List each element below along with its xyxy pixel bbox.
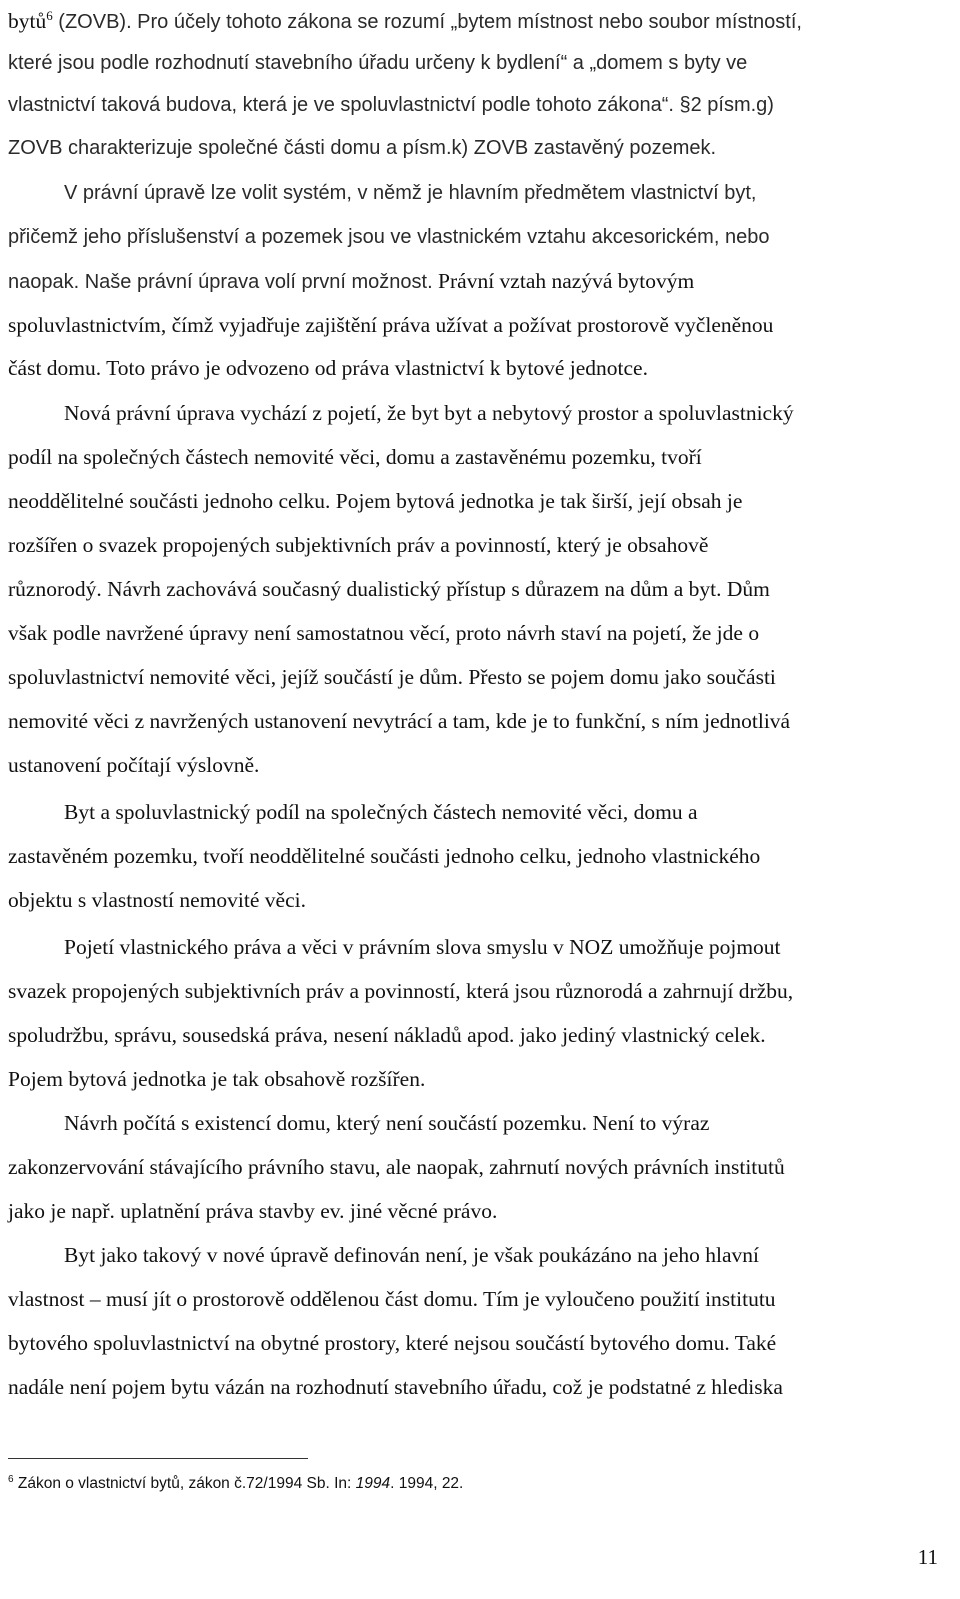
footnote-separator xyxy=(8,1458,308,1459)
page-number: 11 xyxy=(917,1545,938,1569)
footnote-marker[interactable]: 6 xyxy=(46,7,53,23)
text-fragment: (ZOVB). Pro účely tohoto zákona se rozumí „bytem místnost nebo soubor místností, xyxy=(52,11,802,33)
text-line: spoluvlastnictvím, čímž vyjadřuje zajištění práva užívat a požívat prostorově vyčleněnou xyxy=(8,313,774,337)
text-line: nemovité věci z navržených ustanovení nevytrácí a tam, kde je to funkční, s ním jednotlivá xyxy=(8,709,791,733)
text-line: Pojetí vlastnického práva a věci v právním slova smyslu v NOZ umožňuje pojmout xyxy=(64,935,781,959)
text-line: zakonzervování stávajícího právního stavu, ale naopak, zahrnutí nových právních institutů xyxy=(8,1155,785,1179)
text-line: jako je např. uplatnění práva stavby ev. jiné věcné právo. xyxy=(8,1199,498,1223)
text-line: Byt jako takový v nové úpravě definován není, je však poukázáno na jeho hlavní xyxy=(64,1243,759,1267)
text-line xyxy=(8,266,694,297)
text-line: vlastnost – musí jít o prostorově oddělenou část domu. Tím je vyloučeno použití institutu xyxy=(8,1287,776,1311)
text-line: část domu. Toto právo je odvozeno od práva vlastnictví k bytové jednotce. xyxy=(8,356,648,380)
footnote-year: 1994 xyxy=(355,1475,391,1492)
text-line: V právní úpravě lze volit systém, v němž je hlavním předmětem vlastnictví byt, xyxy=(64,182,757,204)
footnote-text: Zákon o vlastnictví bytů, zákon č.72/1994 Sb. In: xyxy=(13,1475,356,1492)
text-line: různorodý. Návrh zachovává současný dualistický přístup s důrazem na dům a byt. Dům xyxy=(8,577,770,601)
footnote xyxy=(8,1472,463,1496)
text-line: podíl na společných částech nemovité věci, domu a zastavěnému pozemku, tvoří xyxy=(8,445,702,469)
text-fragment: naopak. Naše právní úprava volí první možnost. xyxy=(8,271,433,293)
text-line: ZOVB charakterizuje společné části domu a písm.k) ZOVB zastavěný pozemek. xyxy=(8,137,717,159)
text-line: které jsou podle rozhodnutí stavebního úřadu určeny k bydlení“ a „domem s byty ve xyxy=(8,52,748,74)
text-line: svazek propojených subjektivních práv a povinností, která jsou různorodá a zahrnují držbu, xyxy=(8,979,794,1003)
text-line: zastavěném pozemku, tvoří neoddělitelné součásti jednoho celku, jednoho vlastnického xyxy=(8,844,761,868)
text-line: přičemž jeho příslušenství a pozemek jsou ve vlastnickém vztahu akcesorickém, nebo xyxy=(8,226,770,248)
text-line: spoludržbu, správu, sousedská práva, nesení nákladů apod. jako jediný vlastnický celek. xyxy=(8,1023,766,1047)
text-line: Návrh počítá s existencí domu, který není součástí pozemku. Není to výraz xyxy=(64,1111,710,1135)
footnote-text-end: . 1994, 22. xyxy=(390,1475,464,1492)
text-line: objektu s vlastností nemovité věci. xyxy=(8,888,306,912)
text-line: bytového spoluvlastnictví na obytné prostory, které nejsou součástí bytového domu. Také xyxy=(8,1331,777,1355)
text-line: Nová právní úprava vychází z pojetí, že byt byt a nebytový prostor a spoluvlastnický xyxy=(64,401,794,425)
text-line: vlastnictví taková budova, která je ve spoluvlastnictví podle tohoto zákona“. §2 písm.g) xyxy=(8,94,774,116)
text-line: rozšířen o svazek propojených subjektivních práv a povinností, který je obsahově xyxy=(8,533,709,557)
text-line: Byt a spoluvlastnický podíl na společných částech nemovité věci, domu a xyxy=(64,800,698,824)
text-line: Pojem bytová jednotka je tak obsahově rozšířen. xyxy=(8,1067,426,1091)
footnote-number: 6 xyxy=(8,1473,14,1485)
text-line: spoluvlastnictví nemovité věci, jejíž součástí je dům. Přesto se pojem domu jako součásti xyxy=(8,665,776,689)
text-line: nadále není pojem bytu vázán na rozhodnutí stavebního úřadu, což je podstatné z hlediska xyxy=(8,1375,783,1399)
text-line: ustanovení počítají výslovně. xyxy=(8,753,260,777)
text-line xyxy=(8,6,802,37)
text-fragment: Právní vztah nazývá bytovým xyxy=(432,269,695,293)
text-line: však podle navržené úpravy není samostatnou věcí, proto návrh staví na pojetí, že jde o xyxy=(8,621,760,645)
text-fragment: bytů xyxy=(8,9,47,33)
text-line: neoddělitelné součásti jednoho celku. Pojem bytová jednotka je tak širší, její obsah je xyxy=(8,489,743,513)
